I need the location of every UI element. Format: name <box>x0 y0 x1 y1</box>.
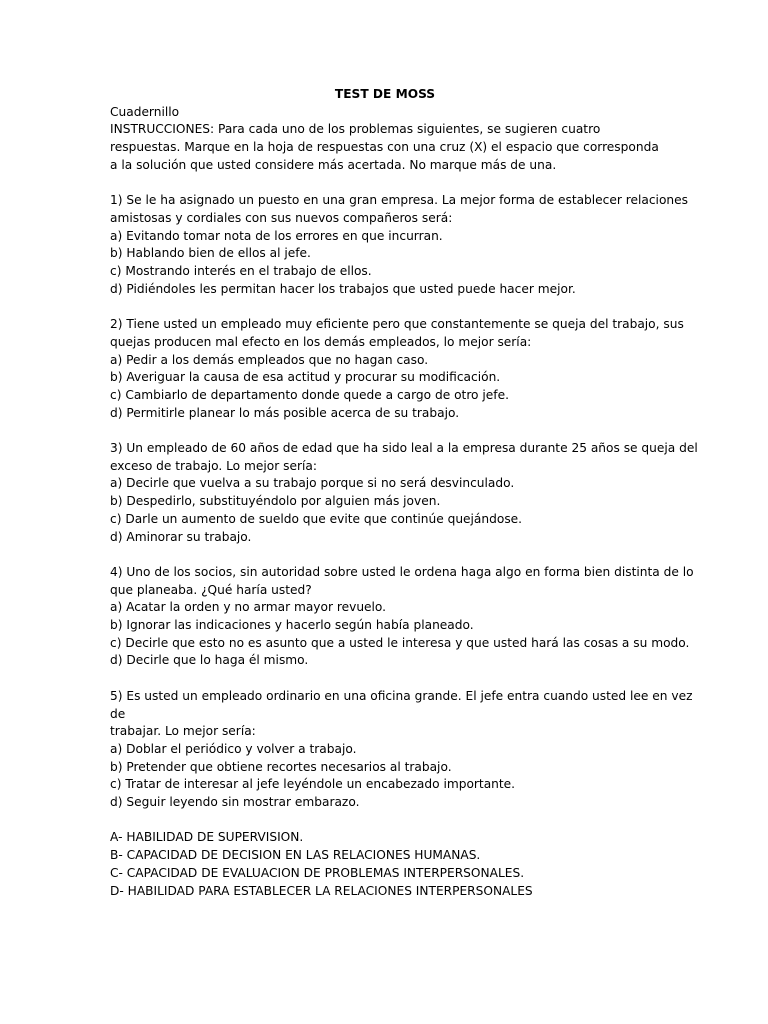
question-3 <box>110 440 698 546</box>
document-title: TEST DE MOSS <box>334 87 436 101</box>
spacer <box>110 422 660 440</box>
option-d: d) Pidiéndoles les permitan hacer los trabajos que usted puede hacer mejor. <box>110 281 576 296</box>
spacer <box>110 298 660 316</box>
option-c: c) Darle un aumento de sueldo que evite que continúe quejándose. <box>110 511 523 526</box>
question-text: 4) Uno de los socios, sin autoridad sobre usted le ordena haga algo en forma bien distinta de lo <box>110 564 694 579</box>
option-c: c) Tratar de interesar al jefe leyéndole un encabezado importante. <box>110 777 516 792</box>
instructions-line: a la solución que usted considere más acertada. No marque más de una. <box>110 157 557 172</box>
spacer <box>110 175 660 193</box>
question-text: amistosas y cordiales con sus nuevos compañeros será: <box>110 210 453 225</box>
option-a: a) Pedir a los demás empleados que no hagan caso. <box>110 352 429 367</box>
option-b: b) Ignorar las indicaciones y hacerlo según había planeado. <box>110 618 474 633</box>
option-a: a) Decirle que vuelva a su trabajo porque si no será desvinculado. <box>110 476 515 491</box>
category-b: B- CAPACIDAD DE DECISION EN LAS RELACIONES HUMANAS. <box>110 848 481 863</box>
question-text: que planeaba. ¿Qué haría usted? <box>110 582 312 597</box>
option-a: a) Acatar la orden y no armar mayor revuelo. <box>110 600 387 615</box>
spacer <box>110 546 660 564</box>
question-text: quejas producen mal efecto en los demás empleados, lo mejor sería: <box>110 334 532 349</box>
option-d: d) Permitirle planear lo más posible acerca de su trabajo. <box>110 405 460 420</box>
question-text: 1) Se le ha asignado un puesto en una gran empresa. La mejor forma de establecer relaciones <box>110 193 688 208</box>
document-page <box>110 86 698 900</box>
option-c: c) Decirle que esto no es asunto que a usted le interesa y que usted hará las cosas a su modo. <box>110 635 690 650</box>
option-b: b) Pretender que obtiene recortes necesarios al trabajo. <box>110 759 452 774</box>
option-d: d) Decirle que lo haga él mismo. <box>110 653 309 668</box>
question-text: 2) Tiene usted un empleado muy eficiente pero que constantemente se queja del trabajo, sus <box>110 317 684 332</box>
instructions-line: respuestas. Marque en la hoja de respuestas con una cruz (X) el espacio que corresponda <box>110 140 659 155</box>
question-text: exceso de trabajo. Lo mejor sería: <box>110 458 317 473</box>
option-a: a) Doblar el periódico y volver a trabajo. <box>110 741 357 756</box>
option-c: c) Mostrando interés en el trabajo de ellos. <box>110 264 372 279</box>
category-c: C- CAPACIDAD DE EVALUACION DE PROBLEMAS INTERPERSONALES. <box>110 865 525 880</box>
option-d: d) Seguir leyendo sin mostrar embarazo. <box>110 795 360 810</box>
question-text: de <box>110 706 126 721</box>
option-d: d) Aminorar su trabajo. <box>110 529 252 544</box>
option-c: c) Cambiarlo de departamento donde quede a cargo de otro jefe. <box>110 387 509 402</box>
category-a: A- HABILIDAD DE SUPERVISION. <box>110 830 304 845</box>
question-text: 5) Es usted un empleado ordinario en una oficina grande. El jefe entra cuando usted lee en vez <box>110 688 693 703</box>
option-b: b) Despedirlo, substituyéndolo por alguien más joven. <box>110 494 441 509</box>
option-b: b) Hablando bien de ellos al jefe. <box>110 246 311 261</box>
question-text: 3) Un empleado de 60 años de edad que ha sido leal a la empresa durante 25 años se queja del <box>110 441 698 456</box>
category-legend <box>110 829 660 900</box>
spacer <box>110 812 660 830</box>
question-5 <box>110 688 693 812</box>
option-b: b) Averiguar la causa de esa actitud y procurar su modificación. <box>110 370 501 385</box>
spacer <box>110 670 660 688</box>
question-4 <box>110 564 694 670</box>
question-2 <box>110 316 684 422</box>
option-a: a) Evitando tomar nota de los errores en que incurran. <box>110 228 443 243</box>
question-1 <box>110 192 688 298</box>
category-d: D- HABILIDAD PARA ESTABLECER LA RELACIONES INTERPERSONALES <box>110 883 533 898</box>
instructions-line: INSTRUCCIONES: Para cada uno de los problemas siguientes, se sugieren cuatro <box>110 122 601 137</box>
question-text: trabajar. Lo mejor sería: <box>110 724 256 739</box>
document-subtitle: Cuadernillo <box>110 104 180 119</box>
